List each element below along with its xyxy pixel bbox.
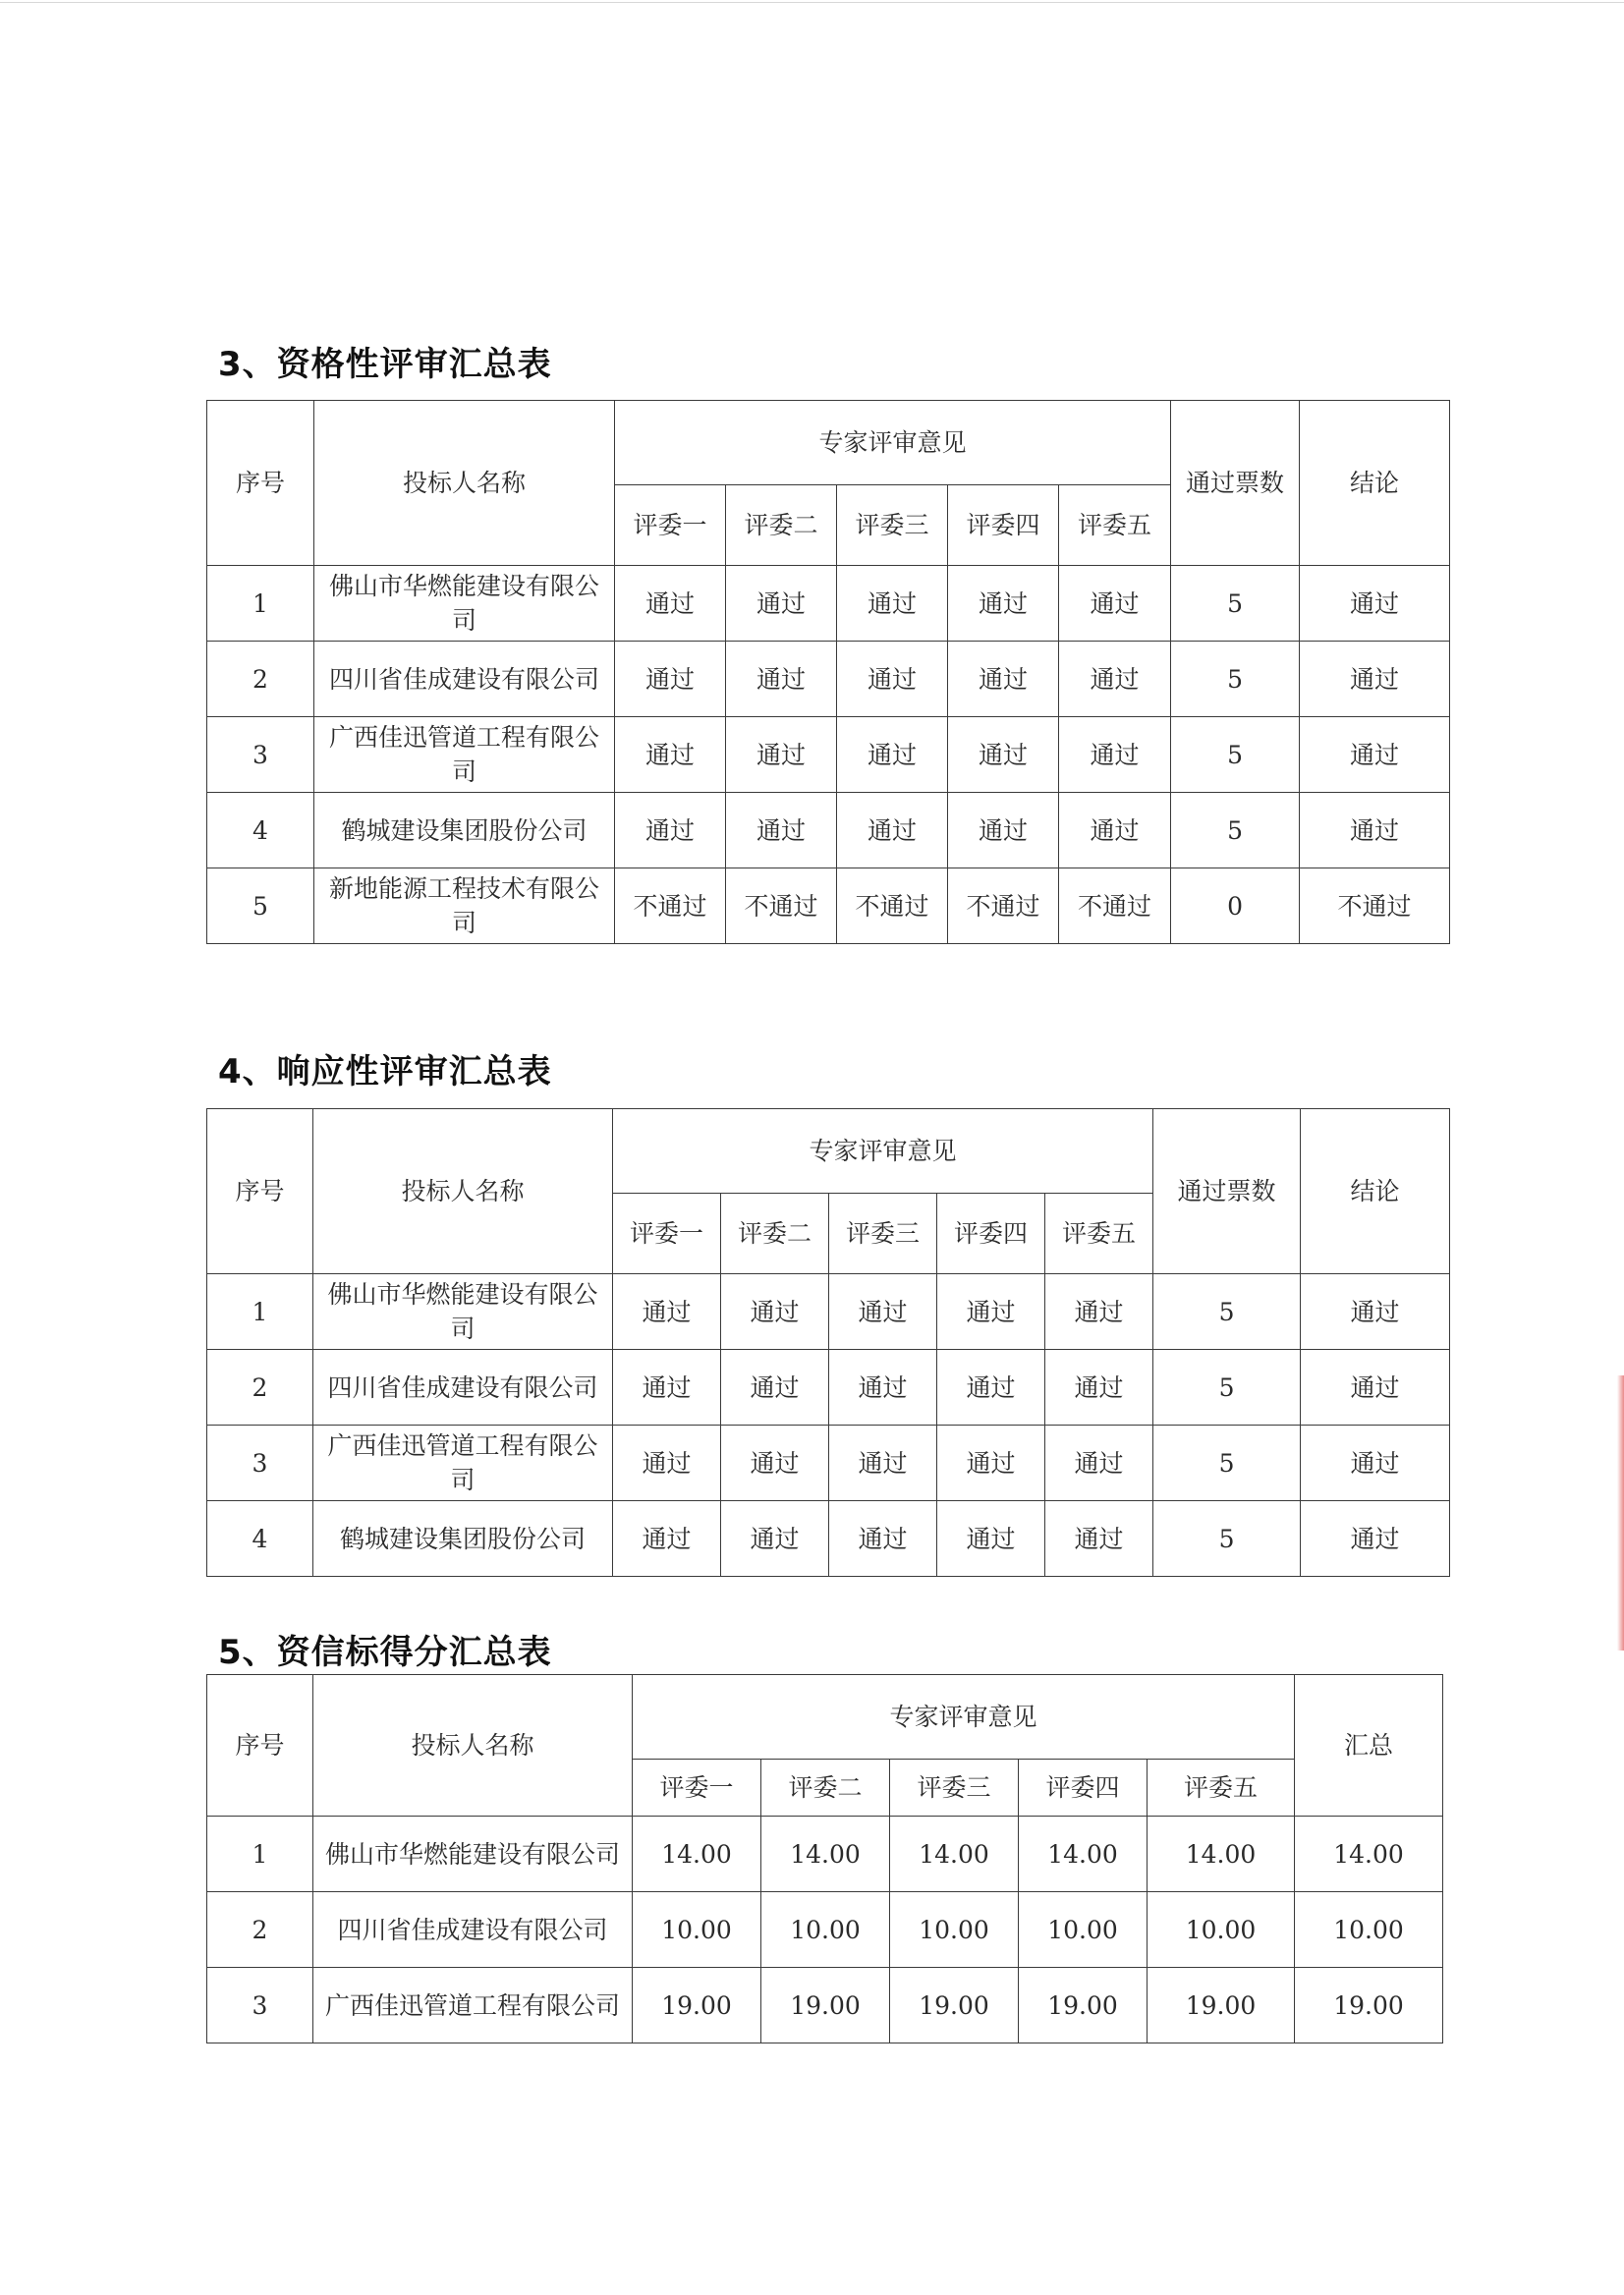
header-pass-votes: 通过票数: [1153, 1109, 1301, 1274]
reviewer-score: 19.00: [633, 1968, 761, 2043]
reviewer-opinion: 通过: [615, 566, 726, 642]
row-seq: 1: [207, 566, 314, 642]
reviewer-opinion: 通过: [829, 1350, 937, 1426]
pass-votes: 5: [1153, 1501, 1301, 1577]
section-5-title: 5、资信标得分汇总表: [218, 1633, 552, 1672]
reviewer-score: 10.00: [1019, 1892, 1148, 1968]
reviewer-opinion: 通过: [837, 717, 948, 793]
bidder-name: 广西佳迅管道工程有限公司: [313, 1968, 633, 2043]
reviewer-opinion: 通过: [937, 1274, 1045, 1350]
conclusion: 通过: [1301, 1501, 1450, 1577]
row-seq: 5: [207, 868, 314, 944]
header-reviewer: 评委四: [948, 485, 1059, 566]
table-row: [207, 1817, 1443, 1892]
reviewer-score: 10.00: [761, 1892, 890, 1968]
table-row: [207, 1968, 1443, 2043]
row-seq: 4: [207, 1501, 313, 1577]
reviewer-opinion: 通过: [837, 793, 948, 868]
header-reviewer: 评委五: [1148, 1760, 1295, 1817]
bidder-name: 广西佳迅管道工程有限公司: [314, 717, 615, 793]
pass-votes: 5: [1153, 1350, 1301, 1426]
reviewer-score: 14.00: [633, 1817, 761, 1892]
table-row: [207, 1426, 1450, 1501]
reviewer-opinion: 通过: [613, 1501, 721, 1577]
pass-votes: 5: [1171, 717, 1300, 793]
reviewer-opinion: 不通过: [726, 868, 837, 944]
reviewer-opinion: 通过: [1045, 1501, 1153, 1577]
table-row: [207, 717, 1450, 793]
header-bidder-name: 投标人名称: [313, 1675, 633, 1817]
header-bidder-name: 投标人名称: [313, 1109, 613, 1274]
conclusion: 通过: [1301, 1274, 1450, 1350]
reviewer-score: 10.00: [890, 1892, 1019, 1968]
reviewer-opinion: 通过: [613, 1274, 721, 1350]
header-conclusion: 结论: [1301, 1109, 1450, 1274]
header-expert-opinion: 专家评审意见: [633, 1675, 1295, 1760]
reviewer-score: 10.00: [633, 1892, 761, 1968]
score-total: 14.00: [1295, 1817, 1443, 1892]
reviewer-opinion: 通过: [937, 1501, 1045, 1577]
row-seq: 4: [207, 793, 314, 868]
header-reviewer: 评委二: [721, 1194, 829, 1274]
table-row: [207, 1892, 1443, 1968]
pass-votes: 5: [1171, 793, 1300, 868]
header-seq: 序号: [207, 1675, 313, 1817]
row-seq: 2: [207, 1892, 313, 1968]
reviewer-score: 19.00: [890, 1968, 1019, 2043]
reviewer-opinion: 通过: [837, 566, 948, 642]
reviewer-opinion: 通过: [721, 1350, 829, 1426]
header-reviewer: 评委五: [1045, 1194, 1153, 1274]
row-seq: 3: [207, 1426, 313, 1501]
row-seq: 3: [207, 1968, 313, 2043]
bidder-name: 鹤城建设集团股份公司: [314, 793, 615, 868]
bidder-name: 四川省佳成建设有限公司: [313, 1350, 613, 1426]
score-total: 10.00: [1295, 1892, 1443, 1968]
reviewer-opinion: 通过: [837, 642, 948, 717]
header-reviewer: 评委二: [761, 1760, 890, 1817]
header-reviewer: 评委四: [937, 1194, 1045, 1274]
row-seq: 1: [207, 1274, 313, 1350]
reviewer-opinion: 通过: [1045, 1350, 1153, 1426]
row-seq: 1: [207, 1817, 313, 1892]
reviewer-opinion: 不通过: [837, 868, 948, 944]
reviewer-opinion: 通过: [615, 793, 726, 868]
reviewer-opinion: 通过: [948, 793, 1059, 868]
reviewer-score: 10.00: [1148, 1892, 1295, 1968]
reviewer-score: 14.00: [1019, 1817, 1148, 1892]
conclusion: 通过: [1300, 793, 1450, 868]
reviewer-opinion: 通过: [829, 1501, 937, 1577]
reviewer-opinion: 通过: [937, 1350, 1045, 1426]
reviewer-opinion: 通过: [726, 642, 837, 717]
conclusion: 通过: [1301, 1350, 1450, 1426]
reviewer-opinion: 通过: [615, 717, 726, 793]
section-4-title: 4、响应性评审汇总表: [218, 1052, 552, 1092]
bidder-name: 鹤城建设集团股份公司: [313, 1501, 613, 1577]
reviewer-score: 19.00: [761, 1968, 890, 2043]
header-total: 汇总: [1295, 1675, 1443, 1817]
conclusion: 通过: [1301, 1426, 1450, 1501]
reviewer-score: 14.00: [890, 1817, 1019, 1892]
table-row: [207, 793, 1450, 868]
reviewer-opinion: 通过: [1045, 1274, 1153, 1350]
header-reviewer: 评委二: [726, 485, 837, 566]
header-expert-opinion: 专家评审意见: [615, 401, 1171, 485]
reviewer-score: 14.00: [1148, 1817, 1295, 1892]
reviewer-opinion: 通过: [829, 1426, 937, 1501]
header-reviewer: 评委五: [1059, 485, 1171, 566]
header-reviewer: 评委三: [829, 1194, 937, 1274]
reviewer-opinion: 通过: [1059, 793, 1171, 868]
score-total: 19.00: [1295, 1968, 1443, 2043]
table-row: [207, 642, 1450, 717]
reviewer-opinion: 通过: [721, 1426, 829, 1501]
header-conclusion: 结论: [1300, 401, 1450, 566]
reviewer-opinion: 通过: [721, 1501, 829, 1577]
reviewer-opinion: 通过: [937, 1426, 1045, 1501]
reviewer-opinion: 通过: [1045, 1426, 1153, 1501]
reviewer-opinion: 通过: [613, 1426, 721, 1501]
credit-score-table: [206, 1674, 1443, 2043]
table-row: [207, 868, 1450, 944]
reviewer-opinion: 通过: [726, 566, 837, 642]
reviewer-score: 19.00: [1148, 1968, 1295, 2043]
header-reviewer: 评委三: [837, 485, 948, 566]
row-seq: 2: [207, 642, 314, 717]
reviewer-opinion: 通过: [613, 1350, 721, 1426]
bidder-name: 广西佳迅管道工程有限公司: [313, 1426, 613, 1501]
reviewer-opinion: 通过: [721, 1274, 829, 1350]
reviewer-score: 19.00: [1019, 1968, 1148, 2043]
reviewer-opinion: 通过: [615, 642, 726, 717]
pass-votes: 5: [1153, 1274, 1301, 1350]
page-top-edge: [0, 2, 1624, 3]
bidder-name: 佛山市华燃能建设有限公司: [313, 1817, 633, 1892]
qualification-review-table: [206, 400, 1450, 944]
responsiveness-review-table: [206, 1108, 1450, 1577]
conclusion: 通过: [1300, 717, 1450, 793]
conclusion: 不通过: [1300, 868, 1450, 944]
bidder-name: 新地能源工程技术有限公司: [314, 868, 615, 944]
header-seq: 序号: [207, 401, 314, 566]
header-expert-opinion: 专家评审意见: [613, 1109, 1153, 1194]
bidder-name: 四川省佳成建设有限公司: [313, 1892, 633, 1968]
reviewer-opinion: 通过: [726, 793, 837, 868]
reviewer-opinion: 不通过: [948, 868, 1059, 944]
table-row: [207, 1501, 1450, 1577]
header-reviewer: 评委一: [615, 485, 726, 566]
conclusion: 通过: [1300, 566, 1450, 642]
section-3-title: 3、资格性评审汇总表: [218, 345, 552, 384]
reviewer-opinion: 通过: [948, 717, 1059, 793]
reviewer-opinion: 通过: [829, 1274, 937, 1350]
conclusion: 通过: [1300, 642, 1450, 717]
row-seq: 2: [207, 1350, 313, 1426]
reviewer-opinion: 不通过: [1059, 868, 1171, 944]
bidder-name: 佛山市华燃能建设有限公司: [313, 1274, 613, 1350]
header-reviewer: 评委一: [613, 1194, 721, 1274]
header-reviewer: 评委三: [890, 1760, 1019, 1817]
table-row: [207, 1274, 1450, 1350]
reviewer-opinion: 通过: [1059, 717, 1171, 793]
reviewer-opinion: 通过: [1059, 642, 1171, 717]
bidder-name: 四川省佳成建设有限公司: [314, 642, 615, 717]
pass-votes: 5: [1171, 642, 1300, 717]
header-bidder-name: 投标人名称: [314, 401, 615, 566]
pass-votes: 5: [1153, 1426, 1301, 1501]
header-reviewer: 评委一: [633, 1760, 761, 1817]
table-row: [207, 566, 1450, 642]
header-seq: 序号: [207, 1109, 313, 1274]
reviewer-opinion: 不通过: [615, 868, 726, 944]
pass-votes: 0: [1171, 868, 1300, 944]
pass-votes: 5: [1171, 566, 1300, 642]
reviewer-opinion: 通过: [726, 717, 837, 793]
bidder-name: 佛山市华燃能建设有限公司: [314, 566, 615, 642]
reviewer-opinion: 通过: [948, 642, 1059, 717]
header-reviewer: 评委四: [1019, 1760, 1148, 1817]
reviewer-opinion: 通过: [948, 566, 1059, 642]
reviewer-score: 14.00: [761, 1817, 890, 1892]
red-stamp-edge: [1617, 1375, 1624, 1651]
row-seq: 3: [207, 717, 314, 793]
header-pass-votes: 通过票数: [1171, 401, 1300, 566]
reviewer-opinion: 通过: [1059, 566, 1171, 642]
table-row: [207, 1350, 1450, 1426]
